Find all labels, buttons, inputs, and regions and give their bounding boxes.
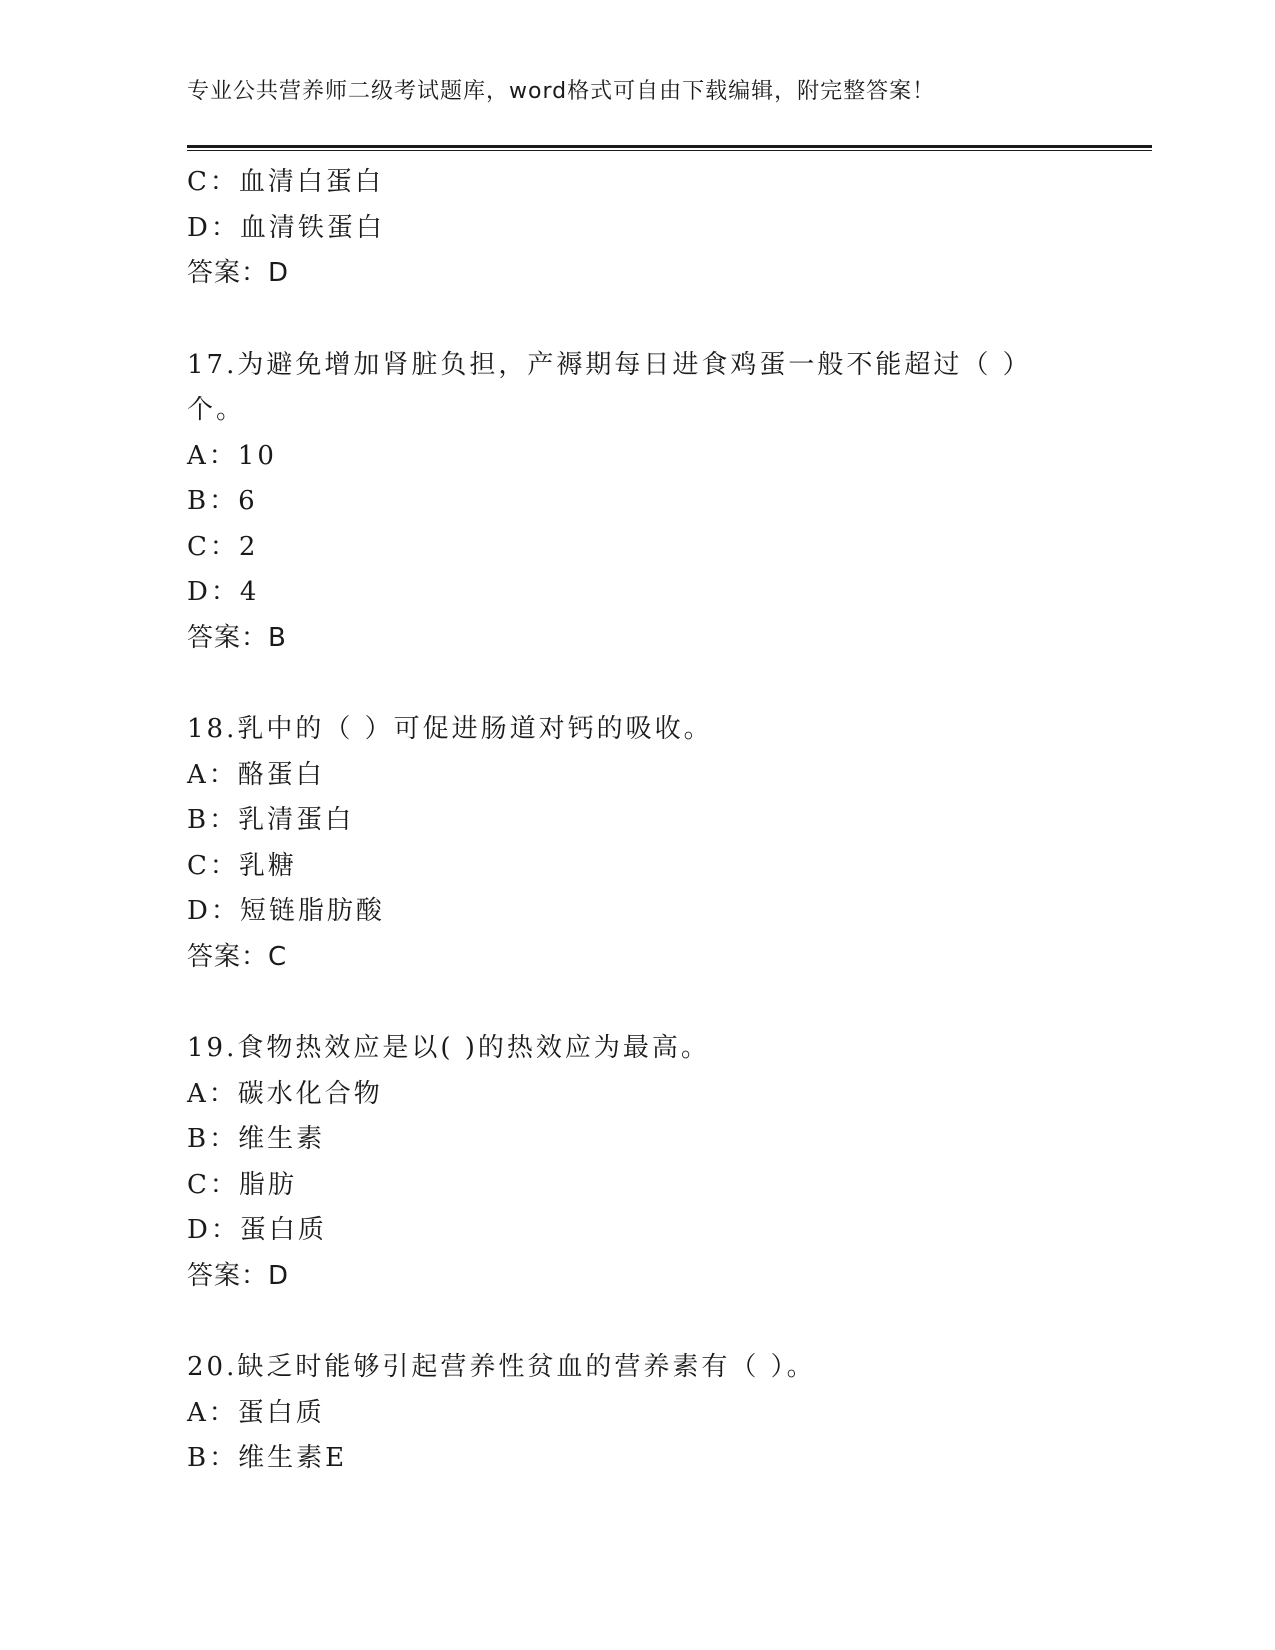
q18-option-c: C：乳糖 — [187, 850, 297, 881]
q17-option-d: D：4 — [187, 577, 260, 607]
header-rule-thick — [187, 145, 1152, 148]
question-17-stem-line1: 17.为避免增加肾脏负担，产褥期每日进食鸡蛋一般不能超过（ ） — [187, 349, 1032, 380]
q18-option-a: A：酪蛋白 — [187, 759, 325, 790]
q18-option-b: B：乳清蛋白 — [187, 805, 355, 835]
answer-line: 答案：D — [187, 258, 290, 288]
spacer — [187, 1299, 1087, 1345]
q19-option-b: B：维生素 — [187, 1124, 326, 1154]
q19-option-d: D：蛋白质 — [187, 1215, 327, 1245]
spacer — [187, 980, 1087, 1026]
option-c: C：血清白蛋白 — [187, 167, 384, 197]
q17-option-a: A：10 — [187, 440, 277, 471]
spacer — [187, 661, 1087, 707]
question-20-stem: 20.缺乏时能够引起营养性贫血的营养素有（ ）。 — [187, 1352, 816, 1382]
q19-option-c: C：脂肪 — [187, 1169, 297, 1200]
q20-option-a: A：蛋白质 — [187, 1397, 325, 1428]
page-header: 专业公共营养师二级考试题库，word格式可自由下载编辑，附完整答案！ — [187, 79, 936, 104]
question-content — [187, 160, 1087, 1482]
q19-answer: 答案：D — [187, 1260, 290, 1291]
spacer — [187, 297, 1087, 343]
header-rule-thin — [187, 150, 1152, 151]
q20-option-b: B：维生素E — [187, 1443, 348, 1473]
question-19-stem: 19.食物热效应是以( )的热效应为最高。 — [187, 1033, 710, 1063]
q17-answer: 答案：B — [187, 622, 287, 653]
question-18-stem: 18.乳中的（ ）可促进肠道对钙的吸收。 — [187, 714, 713, 744]
q17-option-c: C：2 — [187, 531, 259, 562]
option-d: D：血清铁蛋白 — [187, 212, 385, 243]
q19-option-a: A：碳水化合物 — [187, 1078, 383, 1109]
q18-option-d: D：短链脂肪酸 — [187, 896, 385, 926]
question-17-stem-line2: 个。 — [187, 395, 246, 425]
q17-option-b: B：6 — [187, 486, 258, 516]
q18-answer: 答案：C — [187, 941, 288, 972]
